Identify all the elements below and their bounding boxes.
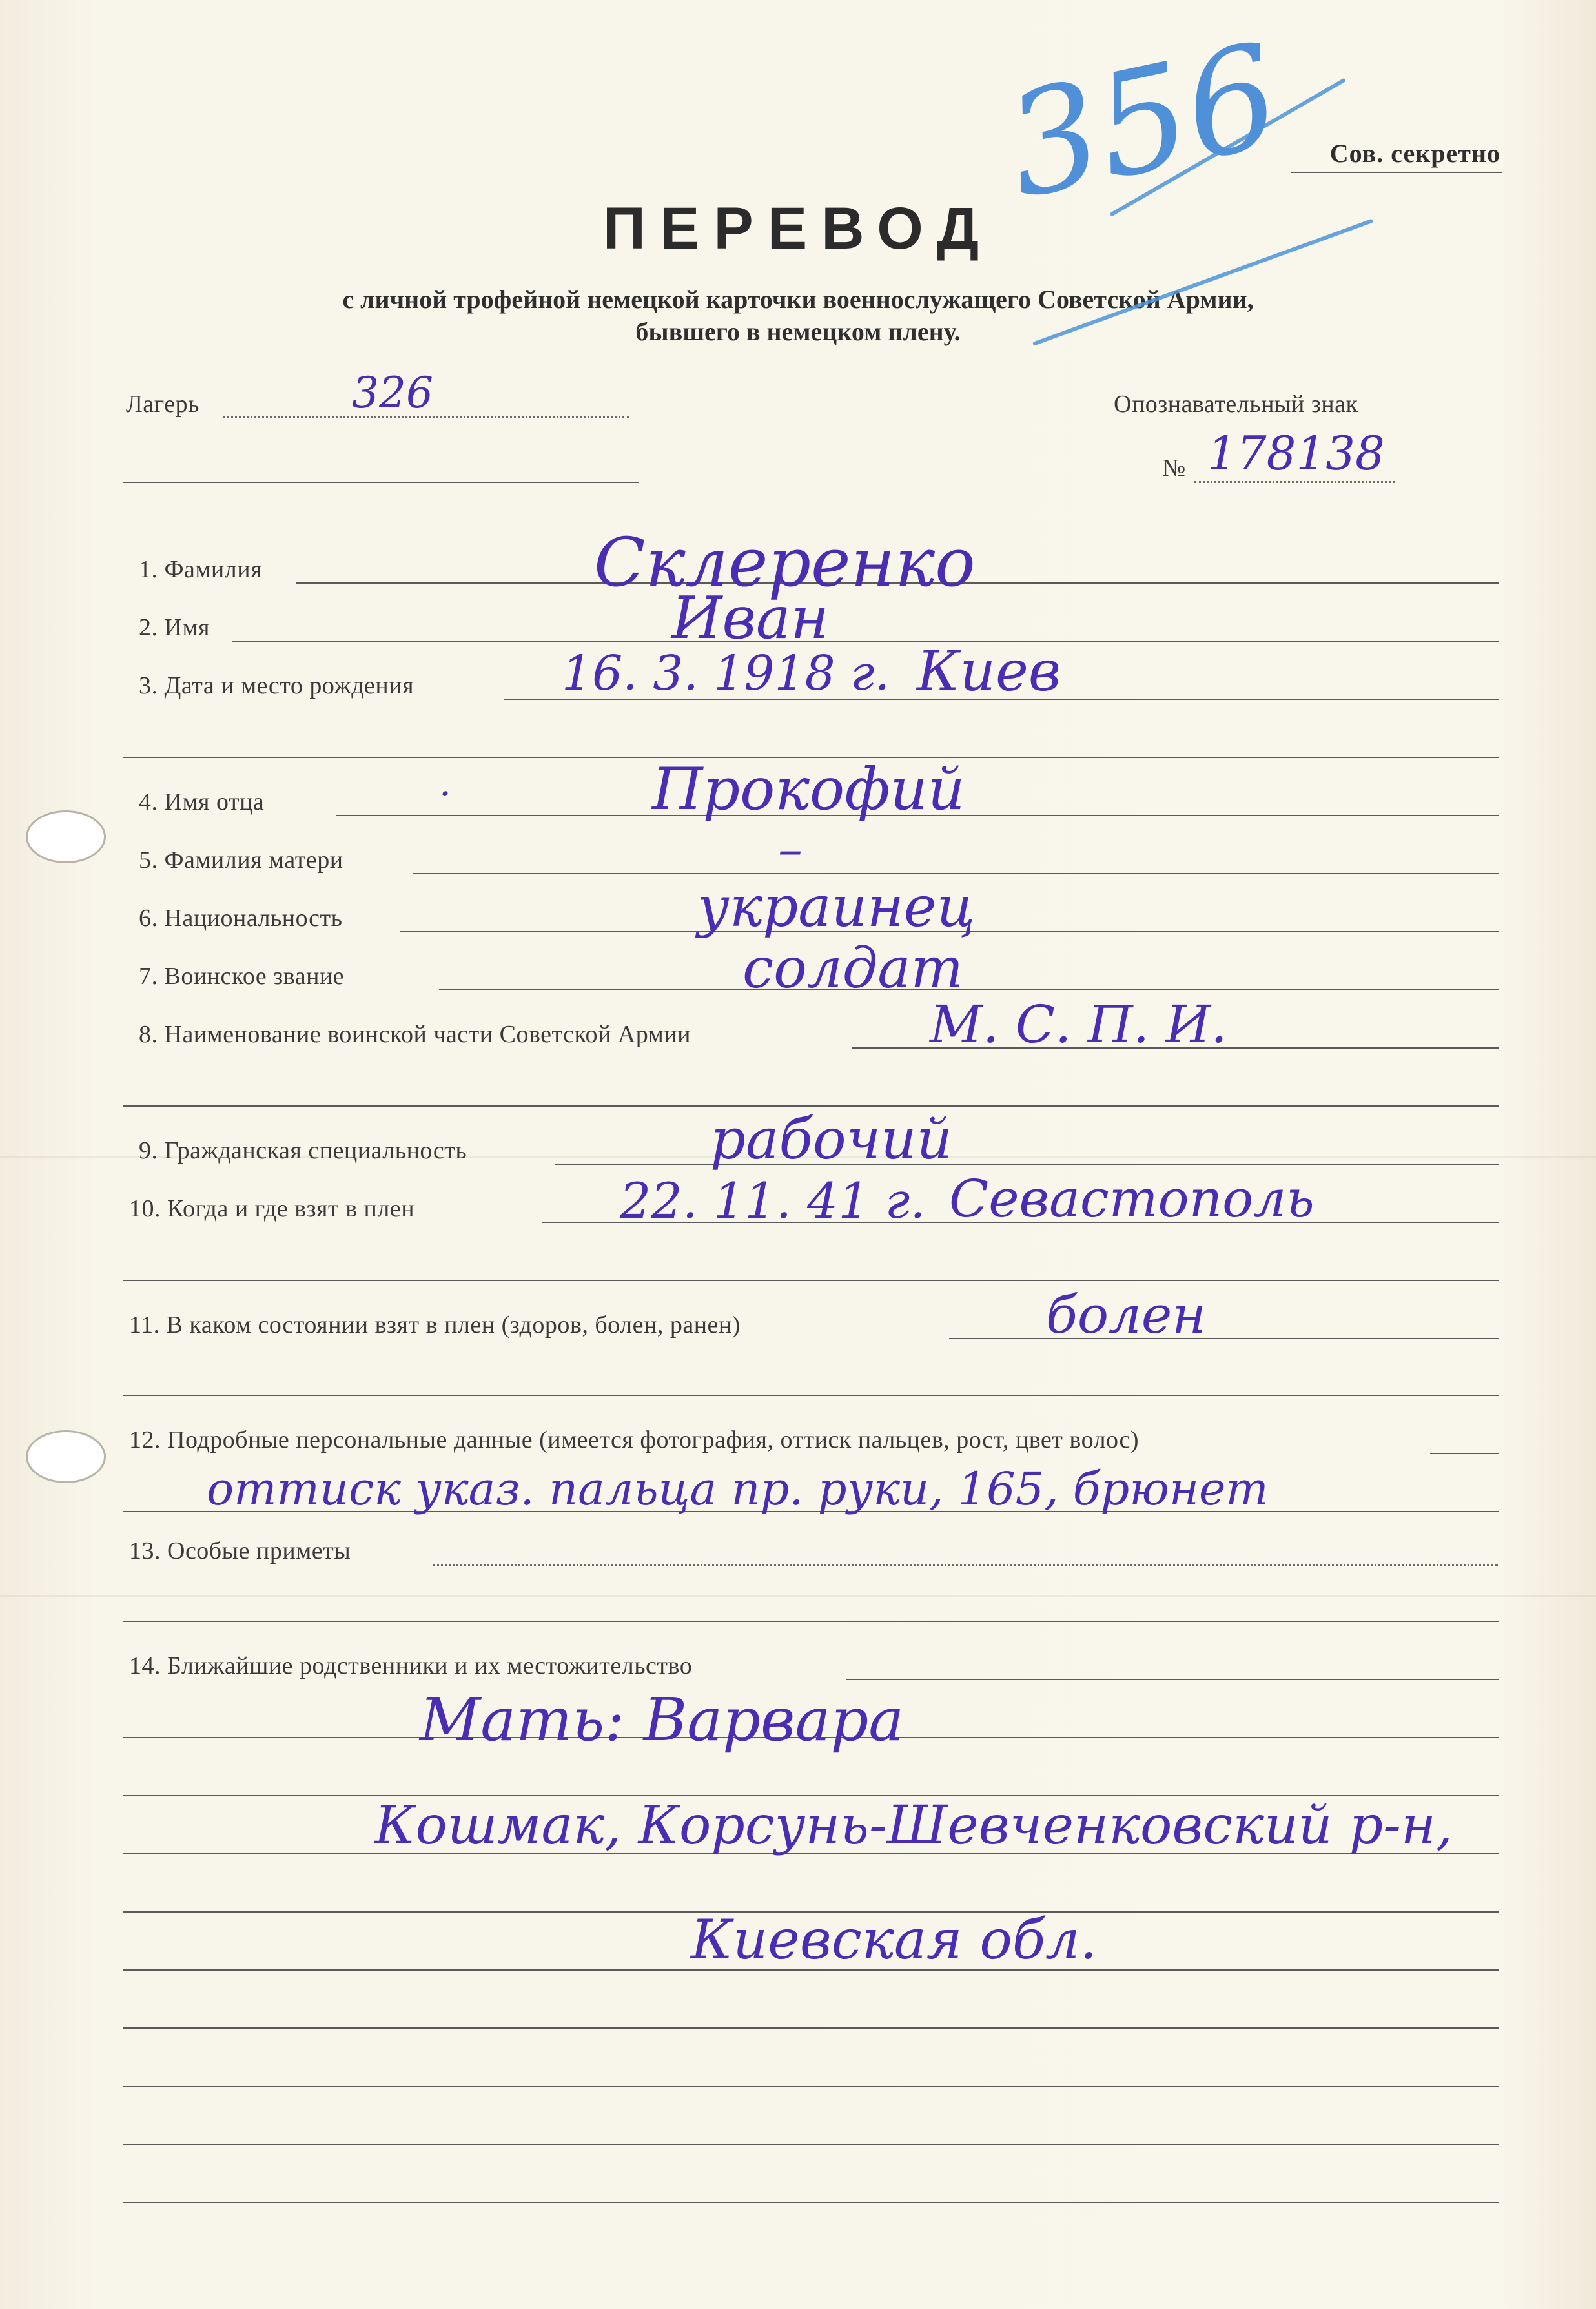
field-father-mark: · xyxy=(439,772,452,817)
field-captured-label: 10. Когда и где взят в плен xyxy=(129,1195,415,1222)
form-line xyxy=(123,2202,1499,2203)
field-father-label: 4. Имя отца xyxy=(139,788,265,816)
field-condition-line xyxy=(949,1338,1499,1339)
field-specialty-label: 9. Гражданская специальность xyxy=(139,1137,467,1164)
tag-label: Опознавательный знак xyxy=(1114,391,1358,418)
field-surname-value: Склеренко xyxy=(594,523,976,602)
field-nationality-value: украинец xyxy=(697,875,976,939)
tag-number-sign: № xyxy=(1162,455,1186,482)
field-captured-place: Севастополь xyxy=(949,1169,1315,1229)
classification-mark: Сов. секретно xyxy=(1329,139,1500,168)
field-mother-value: – xyxy=(778,820,803,877)
field-mother-line xyxy=(413,873,1499,874)
field-unit-value: М. С. П. И. xyxy=(930,994,1227,1054)
field-specialty-line xyxy=(555,1164,1499,1165)
field-relatives-value-2: Кошмак, Корсунь-Шевченковский р-н, xyxy=(374,1795,1453,1856)
page-title: ПЕРЕВОД xyxy=(602,196,994,262)
field-unit-label: 8. Наименование воинской части Советской Армии xyxy=(139,1021,691,1048)
field-rank-label: 7. Воинское звание xyxy=(139,963,345,990)
field-relatives-label: 14. Ближайшие родственники и их местожительство xyxy=(129,1652,693,1679)
field-birth-date: 16. 3. 1918 г. xyxy=(562,646,890,701)
field-marks-line-2 xyxy=(123,1621,1499,1622)
field-relatives-value-1: Мать: Варвара xyxy=(420,1685,905,1754)
field-marks-line xyxy=(433,1564,1498,1566)
field-relatives-line xyxy=(846,1679,1499,1680)
camp-line-2 xyxy=(123,482,639,483)
field-marks-label: 13. Особые приметы xyxy=(129,1537,351,1565)
tag-line xyxy=(1194,481,1395,483)
field-unit-line-2 xyxy=(123,1105,1499,1107)
camp-label: Лагерь xyxy=(126,391,200,418)
field-mother-label: 5. Фамилия матери xyxy=(139,847,343,874)
form-line xyxy=(123,2086,1499,2087)
field-personal-label: 12. Подробные персональные данные (имеется фотография, оттиск пальцев, рост, цвет волос) xyxy=(129,1426,1139,1453)
handwritten-stamp-number: 356 xyxy=(992,12,1293,231)
camp-value: 326 xyxy=(352,368,433,418)
field-father-value: Прокофий xyxy=(652,755,965,823)
paper-fold xyxy=(0,1595,1596,1597)
field-birth-label: 3. Дата и место рождения xyxy=(139,672,414,699)
punch-hole xyxy=(26,810,106,863)
field-condition-label: 11. В каком состоянии взят в плен (здоров, болен, ранен) xyxy=(129,1311,741,1339)
classification-underline xyxy=(1291,172,1502,173)
field-nationality-label: 6. Национальность xyxy=(139,905,343,932)
field-name-label: 2. Имя xyxy=(139,614,210,641)
field-rank-line xyxy=(439,989,1499,990)
field-relatives-value-3: Киевская обл. xyxy=(691,1908,1098,1971)
field-personal-value: оттиск указ. пальца пр. руки, 165, брюнет xyxy=(207,1462,1269,1515)
field-captured-date: 22. 11. 41 г. xyxy=(620,1172,926,1229)
field-condition-value: болен xyxy=(1046,1285,1206,1345)
field-name-value: Иван xyxy=(671,584,829,652)
subtitle-line-2: бывшего в немецком плену. xyxy=(635,317,961,346)
tag-value: 178138 xyxy=(1207,426,1385,480)
punch-hole xyxy=(26,1430,106,1483)
field-name-line xyxy=(232,641,1499,642)
form-line xyxy=(123,2144,1499,2145)
field-personal-line xyxy=(1430,1453,1499,1454)
form-line xyxy=(123,2027,1499,2029)
field-surname-label: 1. Фамилия xyxy=(139,556,263,583)
field-condition-line-2 xyxy=(123,1395,1499,1396)
field-birth-place: Киев xyxy=(917,639,1061,704)
field-rank-value: солдат xyxy=(742,936,964,1001)
subtitle-line-1: с личной трофейной немецкой карточки военнослужащего Советской Армии, xyxy=(342,285,1254,314)
field-specialty-value: рабочий xyxy=(710,1107,952,1172)
field-captured-line-2 xyxy=(123,1280,1499,1281)
